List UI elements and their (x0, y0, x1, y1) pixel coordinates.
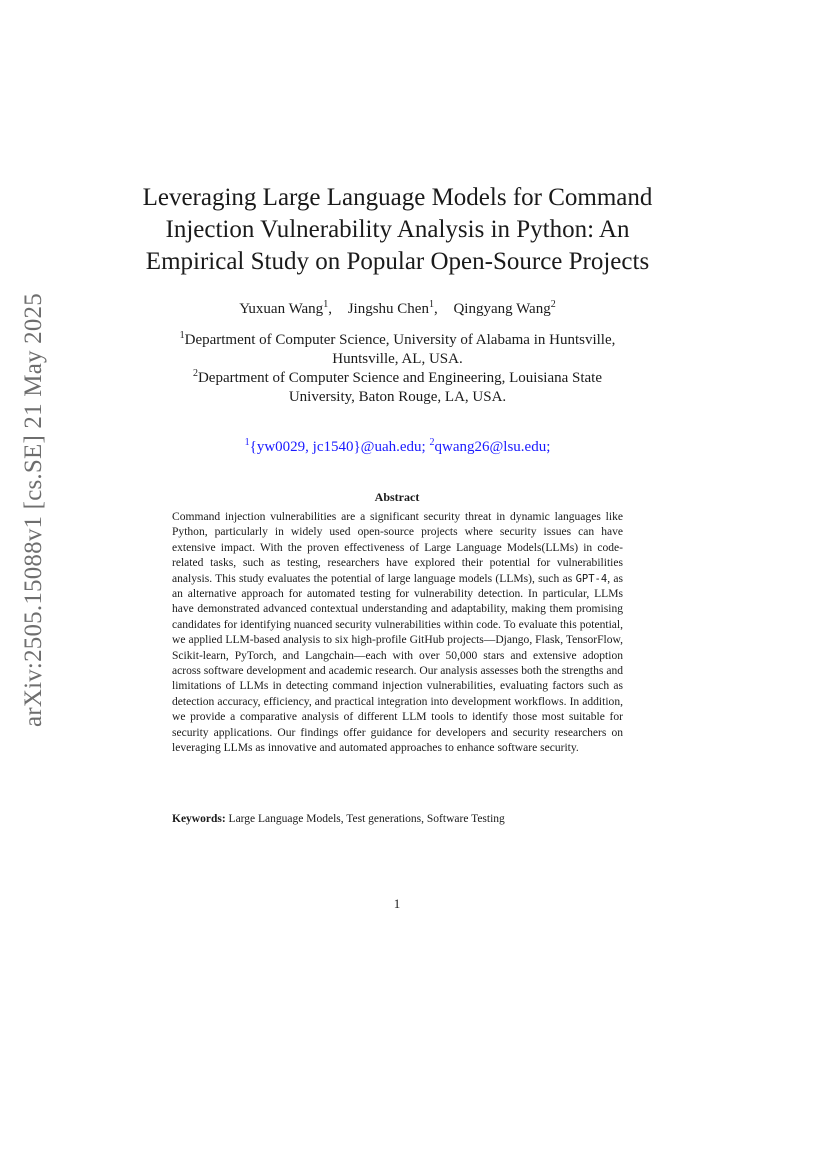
affiliation: $^2$Department of Computer Science and Engineering, Louisiana State University, Baton Rouge, LA, USA. (192, 368, 603, 405)
author: Yuxuan Wang$^1$, (239, 299, 332, 317)
paper-title: Leveraging Large Language Models for Command Injection Vulnerability Analysis in Python: An Empirical Study on Popular Open-Source Projects (142, 184, 653, 275)
author: Qingyang Wang$^2$ (453, 299, 556, 317)
email-group-lsu[interactable]: qwang26@lsu.edu; (434, 439, 551, 455)
keywords (172, 813, 623, 825)
arxiv-identifier: arXiv:2505.15088v1 [cs.SE] 21 May 2025 (20, 293, 47, 727)
keywords-text: Large Language Models, Test generations, Software Testing (228, 813, 505, 825)
affiliation: $^1$Department of Computer Science, University of Alabama in Huntsville, Huntsville, AL, USA. (179, 330, 616, 367)
email-group-uah[interactable]: {yw0029, jc1540}@uah.edu; (249, 439, 426, 455)
keywords-label: Keywords: (172, 813, 226, 825)
affiliations (160, 331, 635, 407)
abstract-text: Command injection vulnerabilities are a significant security threat in dynamic languages like Python, particularly in widely used open-source projects where security issues can have extensive impact. With the proven effectiveness of Large Language Models(LLMs) in code-related tasks, such as testing, researchers have explored their potential for vulnerabilities analysis. This study evaluates the potential of large language models (LLMs), such as GPT-4, as an alternative approach for automated testing for vulnerability detection. In particular, LLMs have demonstrated advanced contextual understanding and adaptability, making them promising candidates for identifying nuanced security vulnerabilities within code. To evaluate this potential, we applied LLM-based analysis to six high-profile GitHub projects—Django, Flask, TensorFlow, Scikit-learn, PyTorch, and Langchain—each with over 50,000 stars and extensive adoption across software development and academic research. Our analysis assesses both the strengths and limitations of LLMs in detecting command injection vulnerabilities, evaluating factors such as detection accuracy, efficiency, and practical integration into development workflows. In addition, we provide a comparative analysis of different LLM tools to identify those most suitable for security applications. Our findings offer guidance for developers and security researchers on leveraging LLMs as innovative and automated approaches to enhance software security. (172, 511, 623, 755)
author: Jingshu Chen$^1$, (347, 299, 438, 317)
abstract-heading: Abstract (374, 490, 420, 504)
page-number: 1 (393, 896, 401, 911)
arxiv-stamp (14, 190, 54, 830)
email-links[interactable]: $^1${yw0029, jc1540}@uah.edu; $^2$qwang26@lsu.edu; (244, 437, 551, 455)
author-list (140, 301, 655, 318)
model-name-code: GPT-4 (575, 572, 608, 585)
